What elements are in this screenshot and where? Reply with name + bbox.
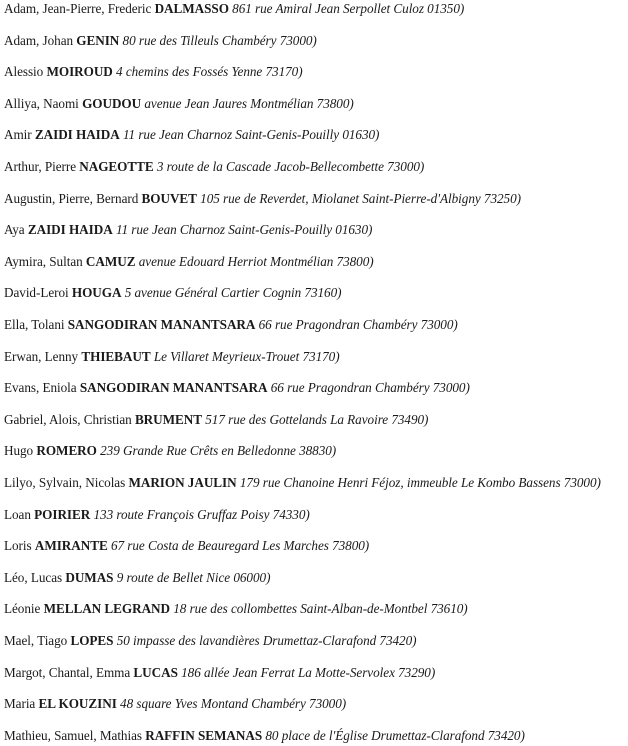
given-names: Augustin, Pierre, Bernard bbox=[4, 190, 139, 206]
surname: GENIN bbox=[76, 32, 120, 48]
list-item bbox=[4, 191, 521, 207]
surname: NAGEOTTE bbox=[79, 159, 154, 174]
given-names: Hugo bbox=[4, 443, 34, 459]
address: 105 rue de Reverdet, Miolanet Saint-Pierre-d'Albigny 73250) bbox=[200, 190, 521, 206]
address: 50 impasse des lavandières Drumettaz-Clarafond 73420) bbox=[116, 633, 417, 648]
surname: EL KOUZINI bbox=[38, 696, 117, 712]
list-item bbox=[4, 633, 417, 649]
address: 66 rue Pragondran Chambéry 73000) bbox=[258, 317, 458, 332]
given-names: Erwan, Lenny bbox=[4, 348, 79, 364]
surname: MARION JAULIN bbox=[128, 475, 237, 490]
list-item bbox=[4, 665, 435, 681]
list-item bbox=[4, 127, 379, 143]
given-names: David-Leroi bbox=[4, 285, 69, 301]
address: 133 route François Gruffaz Poisy 74330) bbox=[93, 506, 310, 522]
surname: HOUGA bbox=[71, 285, 122, 301]
address: 239 Grande Rue Crêts en Belledonne 38830) bbox=[100, 443, 337, 459]
given-names: Alessio bbox=[4, 64, 44, 80]
address: 48 square Yves Montand Chambéry 73000) bbox=[120, 696, 347, 712]
given-names: Ella, Tolani bbox=[4, 317, 65, 332]
given-names: Léonie bbox=[4, 601, 41, 617]
list-item bbox=[4, 96, 354, 112]
surname: THIEBAUT bbox=[81, 348, 151, 364]
address: 517 rue des Gottelands La Ravoire 73490) bbox=[205, 411, 429, 427]
list-item bbox=[4, 285, 341, 301]
address: 186 allée Jean Ferrat La Motte-Servolex 73290) bbox=[181, 664, 436, 680]
address: avenue Edouard Herriot Montmélian 73800) bbox=[138, 253, 374, 269]
list-item bbox=[4, 507, 310, 523]
surname: DALMASSO bbox=[154, 1, 229, 16]
surname: BRUMENT bbox=[134, 411, 202, 427]
list-item bbox=[4, 254, 374, 270]
given-names: Mathieu, Samuel, Mathias bbox=[4, 727, 142, 743]
list-item bbox=[4, 64, 303, 80]
address: 18 rue des collombettes Saint-Alban-de-Montbel 73610) bbox=[173, 601, 468, 617]
given-names: Evans, Eniola bbox=[4, 380, 77, 396]
address: 179 rue Chanoine Henri Féjoz, immeuble Le Kombo Bassens 73000) bbox=[239, 475, 601, 490]
given-names: Léo, Lucas bbox=[4, 569, 63, 585]
surname: DUMAS bbox=[65, 569, 114, 585]
given-names: Maria bbox=[4, 696, 36, 712]
list-item bbox=[4, 475, 601, 491]
address: 3 route de la Cascade Jacob-Bellecombette 73000) bbox=[156, 159, 425, 174]
list-item bbox=[4, 380, 470, 396]
list-item bbox=[4, 159, 424, 175]
address: Le Villaret Meyrieux-Trouet 73170) bbox=[153, 348, 340, 364]
list-item bbox=[4, 696, 346, 712]
surname: SANGODIRAN MANANTSARA bbox=[67, 317, 256, 332]
given-names: Adam, Jean-Pierre, Frederic bbox=[4, 1, 152, 16]
given-names: Adam, Johan bbox=[4, 32, 74, 48]
address: 4 chemins des Fossés Yenne 73170) bbox=[116, 64, 303, 80]
address: avenue Jean Jaures Montmélian 73800) bbox=[144, 95, 354, 111]
surname: ROMERO bbox=[36, 443, 97, 459]
list-item bbox=[4, 412, 428, 428]
address: 11 rue Jean Charnoz Saint-Genis-Pouilly 01630) bbox=[115, 222, 373, 238]
surname: ZAIDI HAIDA bbox=[34, 127, 120, 143]
surname: ZAIDI HAIDA bbox=[27, 222, 113, 238]
given-names: Margot, Chantal, Emma bbox=[4, 664, 131, 680]
given-names: Arthur, Pierre bbox=[4, 159, 77, 174]
address: 80 rue des Tilleuls Chambéry 73000) bbox=[122, 32, 317, 48]
list-item bbox=[4, 538, 369, 554]
surname: MOIROUD bbox=[46, 64, 113, 80]
list-item bbox=[4, 317, 458, 333]
surname: SANGODIRAN MANANTSARA bbox=[79, 380, 268, 396]
given-names: Loan bbox=[4, 506, 31, 522]
address: 5 avenue Général Cartier Cognin 73160) bbox=[124, 285, 342, 301]
given-names: Amir bbox=[4, 127, 32, 143]
surname: BOUVET bbox=[141, 190, 197, 206]
address: 861 rue Amiral Jean Serpollet Culoz 01350) bbox=[232, 1, 465, 16]
surname: RAFFIN SEMANAS bbox=[145, 727, 263, 743]
list-item bbox=[4, 33, 317, 49]
list-item bbox=[4, 349, 340, 365]
address: 67 rue Costa de Beauregard Les Marches 73800) bbox=[110, 538, 370, 554]
address: 11 rue Jean Charnoz Saint-Genis-Pouilly 01630) bbox=[122, 127, 380, 143]
given-names: Lilyo, Sylvain, Nicolas bbox=[4, 475, 126, 490]
surname: POIRIER bbox=[34, 506, 91, 522]
surname: CAMUZ bbox=[85, 253, 136, 269]
address: 9 route de Bellet Nice 06000) bbox=[116, 569, 271, 585]
surname: MELLAN LEGRAND bbox=[43, 601, 171, 617]
given-names: Aya bbox=[4, 222, 25, 238]
given-names: Mael, Tiago bbox=[4, 633, 68, 648]
list-item bbox=[4, 728, 525, 744]
surname: LUCAS bbox=[133, 664, 178, 680]
list-item bbox=[4, 601, 468, 617]
given-names: Gabriel, Alois, Christian bbox=[4, 411, 132, 427]
given-names: Alliya, Naomi bbox=[4, 95, 79, 111]
given-names: Aymira, Sultan bbox=[4, 253, 83, 269]
list-item bbox=[4, 570, 270, 586]
list-item bbox=[4, 222, 372, 238]
surname: AMIRANTE bbox=[34, 538, 108, 554]
address: 66 rue Pragondran Chambéry 73000) bbox=[270, 380, 470, 396]
given-names: Loris bbox=[4, 538, 32, 554]
list-item bbox=[4, 443, 336, 459]
surname: LOPES bbox=[70, 633, 114, 648]
address: 80 place de l'Église Drumettaz-Clarafond 73420) bbox=[265, 727, 525, 743]
list-item bbox=[4, 1, 464, 17]
surname: GOUDOU bbox=[82, 95, 142, 111]
